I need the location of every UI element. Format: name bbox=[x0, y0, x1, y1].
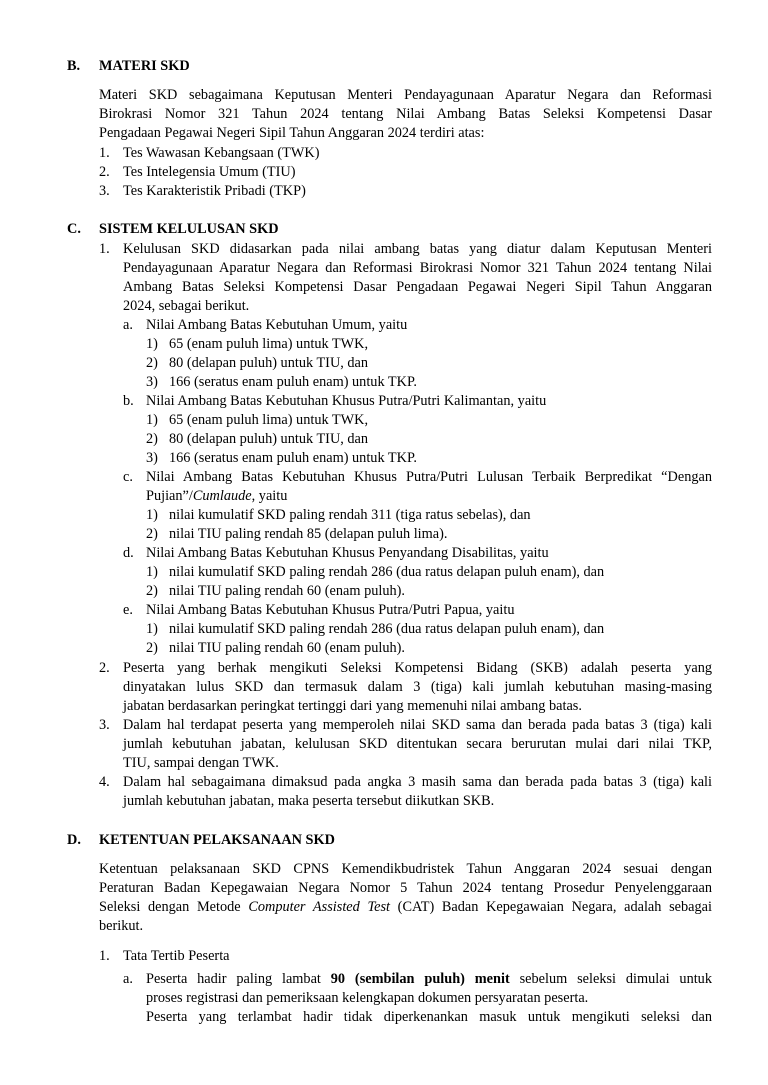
sublist-letter: d. bbox=[123, 545, 134, 561]
paragraph-line: TIU, sampai dengan TWK. bbox=[123, 755, 279, 771]
list-item: 65 (enam puluh lima) untuk TWK, bbox=[169, 336, 369, 352]
paragraph-line: proses registrasi dan pemeriksaan kelengkapan dokumen persyaratan peserta. bbox=[146, 990, 589, 1006]
section-d-letter: D. bbox=[67, 832, 81, 848]
list-item: 80 (delapan puluh) untuk TIU, dan bbox=[169, 431, 369, 447]
sublist-item: Nilai Ambang Batas Kebutuhan Khusus Putra/Putri Lulusan Terbaik Berpredikat “Dengan bbox=[146, 469, 712, 485]
section-b-intro-line: Pengadaan Pegawai Negeri Sipil Tahun Anggaran 2024 terdiri atas: bbox=[99, 125, 485, 141]
list-item: Tes Karakteristik Pribadi (TKP) bbox=[123, 183, 306, 199]
paragraph-line: Kelulusan SKD didasarkan pada nilai ambang batas yang diatur dalam Keputusan Menteri bbox=[123, 241, 712, 257]
paragraph-line: jumlah kebutuhan jabatan, kelulusan SKD ditentukan secara berurutan mulai dari nilai TKP, bbox=[123, 736, 712, 752]
sublist-letter: e. bbox=[123, 602, 133, 618]
section-d-intro-line: berikut. bbox=[99, 918, 144, 934]
list-number: 2) bbox=[146, 640, 158, 656]
sublist-letter: a. bbox=[123, 971, 133, 987]
paragraph-line: Peserta hadir paling lambat 90 (sembilan puluh) menit sebelum seleksi dimulai untuk bbox=[146, 971, 712, 987]
list-number: 2) bbox=[146, 583, 158, 599]
list-item: nilai kumulatif SKD paling rendah 286 (dua ratus delapan puluh enam), dan bbox=[169, 564, 605, 580]
section-c-letter: C. bbox=[67, 221, 81, 237]
paragraph-line: Peserta yang berhak mengikuti Seleksi Kompetensi Bidang (SKB) adalah peserta yang bbox=[123, 660, 712, 676]
sublist-item-continued: Pujian”/Cumlaude, yaitu bbox=[146, 488, 288, 504]
list-item: nilai kumulatif SKD paling rendah 286 (dua ratus delapan puluh enam), dan bbox=[169, 621, 605, 637]
list-item: nilai TIU paling rendah 85 (delapan puluh lima). bbox=[169, 526, 448, 542]
bold-emphasis: 90 (sembilan puluh) menit bbox=[330, 971, 510, 987]
paragraph-line: Pendayagunaan Aparatur Negara dan Reformasi Birokrasi Nomor 321 Tahun 2024 tentang Nilai bbox=[123, 260, 712, 276]
list-number: 1. bbox=[99, 145, 110, 161]
paragraph-line: Dalam hal terdapat peserta yang memperoleh nilai SKD sama dan berada pada batas 3 (tiga) kali bbox=[123, 717, 712, 733]
list-item: nilai TIU paling rendah 60 (enam puluh). bbox=[169, 583, 405, 599]
sublist-item: Nilai Ambang Batas Kebutuhan Umum, yaitu bbox=[146, 317, 408, 333]
section-d-intro-line: Seleksi dengan Metode Computer Assisted Test (CAT) Badan Kepegawaian Negara, adalah sebagai bbox=[99, 899, 712, 915]
sublist-item: Nilai Ambang Batas Kebutuhan Khusus Putra/Putri Kalimantan, yaitu bbox=[146, 393, 547, 409]
paragraph-line: dinyatakan lulus SKD dan termasuk dalam 3 (tiga) kali jumlah kebutuhan masing-masing bbox=[123, 679, 712, 695]
list-number: 2) bbox=[146, 431, 158, 447]
section-d-title: KETENTUAN PELAKSANAAN SKD bbox=[99, 832, 335, 848]
section-b-title: MATERI SKD bbox=[99, 58, 190, 74]
list-number: 4. bbox=[99, 774, 110, 790]
italic-term: Computer Assisted Test bbox=[248, 899, 390, 915]
paragraph-line: Peserta yang terlambat hadir tidak diperkenankan masuk untuk mengikuti seleksi dan bbox=[146, 1009, 712, 1025]
list-item: Tata Tertib Peserta bbox=[123, 948, 230, 964]
list-number: 1. bbox=[99, 241, 110, 257]
list-number: 3. bbox=[99, 717, 110, 733]
paragraph-line: Ambang Batas Seleksi Kompetensi Dasar Pengadaan Pegawai Negeri Sipil Tahun Anggaran bbox=[123, 279, 712, 295]
list-number: 3) bbox=[146, 374, 158, 390]
section-c-title: SISTEM KELULUSAN SKD bbox=[99, 221, 279, 237]
italic-term: Cumlaude bbox=[192, 488, 252, 504]
list-item: Tes Wawasan Kebangsaan (TWK) bbox=[123, 145, 320, 161]
paragraph-line: Dalam hal sebagaimana dimaksud pada angka 3 masih sama dan berada pada batas 3 (tiga) kali bbox=[123, 774, 712, 790]
list-number: 3) bbox=[146, 450, 158, 466]
list-item: nilai TIU paling rendah 60 (enam puluh). bbox=[169, 640, 405, 656]
list-item: 80 (delapan puluh) untuk TIU, dan bbox=[169, 355, 369, 371]
section-b-intro-line: Birokrasi Nomor 321 Tahun 2024 tentang Nilai Ambang Batas Seleksi Kompetensi Dasar bbox=[99, 106, 712, 122]
list-number: 1) bbox=[146, 621, 158, 637]
list-number: 2) bbox=[146, 526, 158, 542]
sublist-item: Nilai Ambang Batas Kebutuhan Khusus Penyandang Disabilitas, yaitu bbox=[146, 545, 549, 561]
list-number: 3. bbox=[99, 183, 110, 199]
sublist-letter: b. bbox=[123, 393, 134, 409]
list-number: 1) bbox=[146, 564, 158, 580]
list-number: 2. bbox=[99, 660, 110, 676]
list-item: 65 (enam puluh lima) untuk TWK, bbox=[169, 412, 369, 428]
list-item: 166 (seratus enam puluh enam) untuk TKP. bbox=[169, 374, 417, 390]
sublist-letter: c. bbox=[123, 469, 133, 485]
list-number: 2) bbox=[146, 355, 158, 371]
section-d-intro-line: Peraturan Badan Kepegawaian Negara Nomor 5 Tahun 2024 tentang Prosedur Penyelenggaraan bbox=[99, 880, 712, 896]
list-number: 1) bbox=[146, 412, 158, 428]
paragraph-line: 2024, sebagai berikut. bbox=[123, 298, 250, 314]
paragraph-line: jabatan berdasarkan peringkat tertinggi dari yang memenuhi nilai ambang batas. bbox=[123, 698, 582, 714]
list-item: nilai kumulatif SKD paling rendah 311 (tiga ratus sebelas), dan bbox=[169, 507, 531, 523]
list-number: 1) bbox=[146, 336, 158, 352]
sublist-item: Nilai Ambang Batas Kebutuhan Khusus Putra/Putri Papua, yaitu bbox=[146, 602, 515, 618]
list-number: 2. bbox=[99, 164, 110, 180]
paragraph-line: jumlah kebutuhan jabatan, maka peserta tersebut diikutkan SKB. bbox=[123, 793, 495, 809]
list-number: 1) bbox=[146, 507, 158, 523]
list-number: 1. bbox=[99, 948, 110, 964]
section-b-intro-line: Materi SKD sebagaimana Keputusan Menteri Pendayagunaan Aparatur Negara dan Reformasi bbox=[99, 87, 712, 103]
section-b-letter: B. bbox=[67, 58, 81, 74]
sublist-letter: a. bbox=[123, 317, 133, 333]
list-item: Tes Intelegensia Umum (TIU) bbox=[123, 164, 296, 180]
section-d-intro-line: Ketentuan pelaksanaan SKD CPNS Kemendikbudristek Tahun Anggaran 2024 sesuai dengan bbox=[99, 861, 712, 877]
list-item: 166 (seratus enam puluh enam) untuk TKP. bbox=[169, 450, 417, 466]
